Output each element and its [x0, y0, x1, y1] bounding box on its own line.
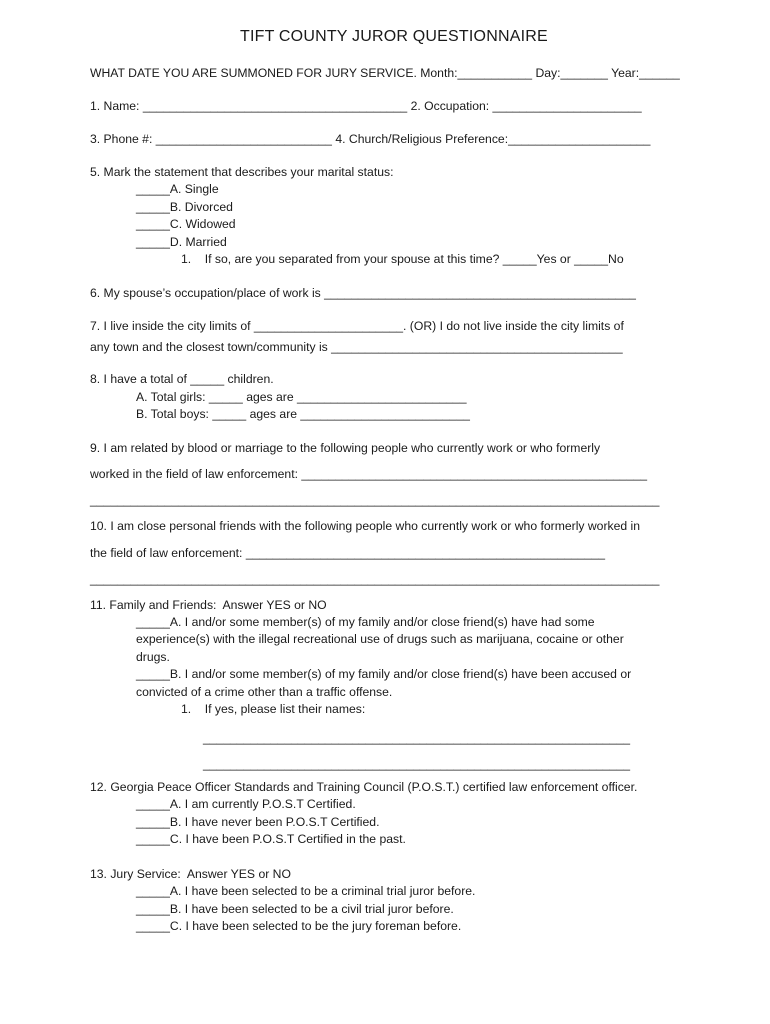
spouse-occupation-line: 6. My spouse’s occupation/place of work is ______________________________________________	[90, 286, 636, 300]
children-prompt: 8. I have a total of _____ children.	[90, 372, 274, 386]
jury-option-civil: _____B. I have been selected to be a civil trial juror before.	[136, 902, 454, 916]
family-friends-prompt: 11. Family and Friends: Answer YES or NO	[90, 598, 327, 612]
jury-service-prompt: 13. Jury Service: Answer YES or NO	[90, 867, 291, 881]
friends-law-enforcement-blank: ____________________________________________________________________________________	[90, 572, 660, 586]
friends-law-enforcement-line-1: 10. I am close personal friends with the following people who currently work or who formerly worked in	[90, 519, 641, 533]
marital-status-prompt: 5. Mark the statement that describes your marital status:	[90, 165, 394, 179]
post-option-past: _____C. I have been P.O.S.T Certified in the past.	[136, 832, 406, 846]
jury-option-criminal: _____A. I have been selected to be a criminal trial juror before.	[136, 884, 476, 898]
names-blank-2: _______________________________________________________________	[203, 757, 631, 771]
marital-option-single: _____A. Single	[136, 182, 219, 196]
marital-option-widowed: _____C. Widowed	[136, 217, 236, 231]
children-girls-line: A. Total girls: _____ ages are _________________________	[136, 390, 467, 404]
marital-option-married: _____D. Married	[136, 235, 227, 249]
friends-law-enforcement-line-2: the field of law enforcement: _____________________________________________________	[90, 546, 606, 560]
drugs-experience-line-2: experience(s) with the illegal recreational use of drugs such as marijuana, cocaine or other	[136, 632, 624, 646]
names-blank-1: _______________________________________________________________	[203, 731, 631, 745]
crime-accused-line-1: _____B. I and/or some member(s) of my family and/or close friend(s) have been accused or	[136, 667, 632, 681]
page-title: TIFT COUNTY JUROR QUESTIONNAIRE	[240, 28, 548, 45]
city-limits-line-1: 7. I live inside the city limits of ______________________. (OR) I do not live inside the city limits of	[90, 319, 624, 333]
name-occupation-line: 1. Name: _______________________________________ 2. Occupation: ______________________	[90, 99, 642, 113]
summoned-date-line: WHAT DATE YOU ARE SUMMONED FOR JURY SERVICE. Month:___________ Day:_______ Year:______	[90, 66, 680, 80]
list-names-prompt: 1. If yes, please list their names:	[181, 702, 366, 716]
post-option-never: _____B. I have never been P.O.S.T Certified.	[136, 815, 380, 829]
drugs-experience-line-3: drugs.	[136, 650, 170, 664]
related-law-enforcement-line-1: 9. I am related by blood or marriage to the following people who currently work or who formerly	[90, 441, 601, 455]
related-law-enforcement-blank: ____________________________________________________________________________________	[90, 493, 660, 507]
post-option-current: _____A. I am currently P.O.S.T Certified.	[136, 797, 356, 811]
drugs-experience-line-1: _____A. I and/or some member(s) of my family and/or close friend(s) have had some	[136, 615, 595, 629]
city-limits-line-2: any town and the closest town/community is ___________________________________________	[90, 340, 623, 354]
children-boys-line: B. Total boys: _____ ages are _________________________	[136, 407, 470, 421]
phone-religion-line: 3. Phone #: __________________________ 4. Church/Religious Preference:_____________________	[90, 132, 651, 146]
crime-accused-line-2: convicted of a crime other than a traffic offense.	[136, 685, 393, 699]
post-certified-prompt: 12. Georgia Peace Officer Standards and Training Council (P.O.S.T.) certified law enforcement officer.	[90, 780, 638, 794]
marital-option-divorced: _____B. Divorced	[136, 200, 233, 214]
related-law-enforcement-line-2: worked in the field of law enforcement: ___________________________________________________	[90, 467, 648, 481]
separated-question: 1. If so, are you separated from your spouse at this time? _____Yes or _____No	[181, 252, 624, 266]
jury-option-foreman: _____C. I have been selected to be the jury foreman before.	[136, 919, 462, 933]
